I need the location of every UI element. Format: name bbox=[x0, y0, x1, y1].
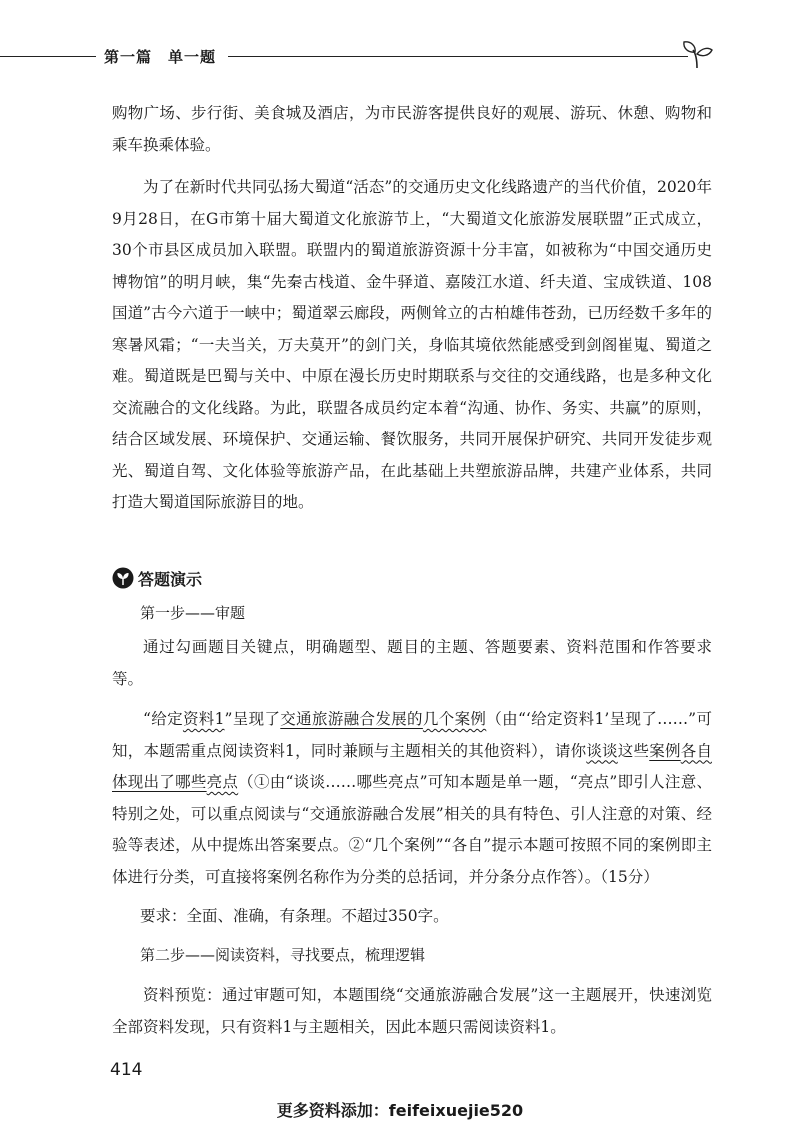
paragraph-4-text bbox=[112, 704, 712, 893]
header-rule-right bbox=[228, 56, 688, 57]
page-number: 414 bbox=[110, 1060, 143, 1080]
requirement-text: 要求：全面、准确，有条理。不超过350字。 bbox=[140, 907, 449, 925]
keyword-material-1: 资料1 bbox=[182, 710, 225, 728]
paragraph-4 bbox=[112, 704, 712, 893]
footer-note: 更多资料添加：feifeixuejie520 bbox=[276, 1101, 524, 1120]
paragraph-1 bbox=[112, 98, 712, 161]
keyword-topic: 交通旅游融合发展的 bbox=[280, 710, 423, 728]
running-title: 第一篇 单一题 bbox=[104, 48, 217, 66]
keyword-highlights: 亮点 bbox=[206, 773, 239, 791]
paragraph-1-text: 购物广场、步行街、美食城及酒店，为市民游客提供良好的观展、游玩、休憩、购物和乘车换乘体验。 bbox=[112, 104, 712, 154]
section-title: 答题演示 bbox=[138, 570, 203, 589]
text-span: （①由“谈谈……哪些亮点”可知本题是单一题，“亮点”即引人注意、特别之处，可以重点阅读与“交通旅游融合发展”相关的具有特色、引人注意的对策、经验等表述，从中提炼出答案要点。②“几个案例”“各自”提示本题可按照不同的案例即主体进行分类，可直接将案例名称作为分类的总括词，并分条分点作答）。（15分） bbox=[112, 773, 712, 886]
paragraph-5-text bbox=[112, 980, 712, 1043]
keyword-case: 案例 bbox=[649, 741, 681, 760]
keyword-discuss: 谈谈 bbox=[586, 741, 618, 760]
step-1-title: 第一步——审题 bbox=[140, 604, 246, 622]
text-span: （由“‘给定资料1’呈现了……”可知，本题需重点阅读资料1，同时兼顾与主题相关的其他资料），请你 bbox=[112, 710, 712, 760]
header-rule-left bbox=[0, 56, 96, 57]
keyword-each: 各自 bbox=[680, 741, 712, 760]
keyword-cases: 几个案例 bbox=[422, 710, 487, 728]
page-header bbox=[0, 44, 800, 68]
paragraph-2 bbox=[112, 172, 712, 519]
sprout-circle-icon bbox=[112, 567, 134, 589]
paragraph-5 bbox=[112, 980, 712, 1043]
paragraph-3-text: 通过勾画题目关键点，明确题型、题目的主题、答题要素、资料范围和作答要求等。 bbox=[112, 638, 712, 688]
step-2-title: 第二步——阅读资料，寻找要点，梳理逻辑 bbox=[140, 946, 426, 964]
text-span: “给定 bbox=[143, 710, 183, 728]
paragraph-2-text: 为了在新时代共同弘扬大蜀道“活态”的交通历史文化线路遗产的当代价值，2020年9月28日，在G市第十届大蜀道文化旅游节上，“大蜀道文化旅游发展联盟”正式成立，30个市县区成员加入联盟。联盟内的蜀道旅游资源十分丰富，如被称为“中国交通历史博物馆”的明月峡，集“先秦古栈道、金牛驿道、嘉陵江水道、纤夫道、宝成铁道、108国道”古今六道于一峡中；蜀道翠云廊段，两侧耸立的古柏雄伟苍劲，已历经数千多年的寒暑风霜；“一夫当关，万夫莫开”的剑门关，身临其境依然能感受到剑阁崔嵬、蜀道之难。蜀道既是巴蜀与关中、中原在漫长历史时期联系与交往的交通线路，也是多种文化交流融合的文化线路。为此，联盟各成员约定本着“沟通、协作、务实、共赢”的原则，结合区域发展、环境保护、交通运输、餐饮服务，共同开展保护研究、共同开发徒步观光、蜀道自驾、文化体验等旅游产品，在此基础上共塑旅游品牌，共建产业体系，共同打造大蜀道国际旅游目的地。 bbox=[112, 178, 712, 511]
paragraph-3 bbox=[112, 632, 712, 695]
text-span: ”呈现了 bbox=[224, 710, 281, 728]
keyword-reflect: 体现出了哪些 bbox=[112, 773, 207, 791]
sprout-icon bbox=[680, 38, 714, 70]
preview-text: 通过审题可知，本题围绕“交通旅游融合发展”这一主题展开，快速浏览全部资料发现，只有资料1与主题相关，因此本题只需阅读资料1。 bbox=[112, 986, 712, 1036]
preview-label: 资料预览： bbox=[143, 986, 222, 1004]
text-span: 这些 bbox=[617, 741, 650, 760]
